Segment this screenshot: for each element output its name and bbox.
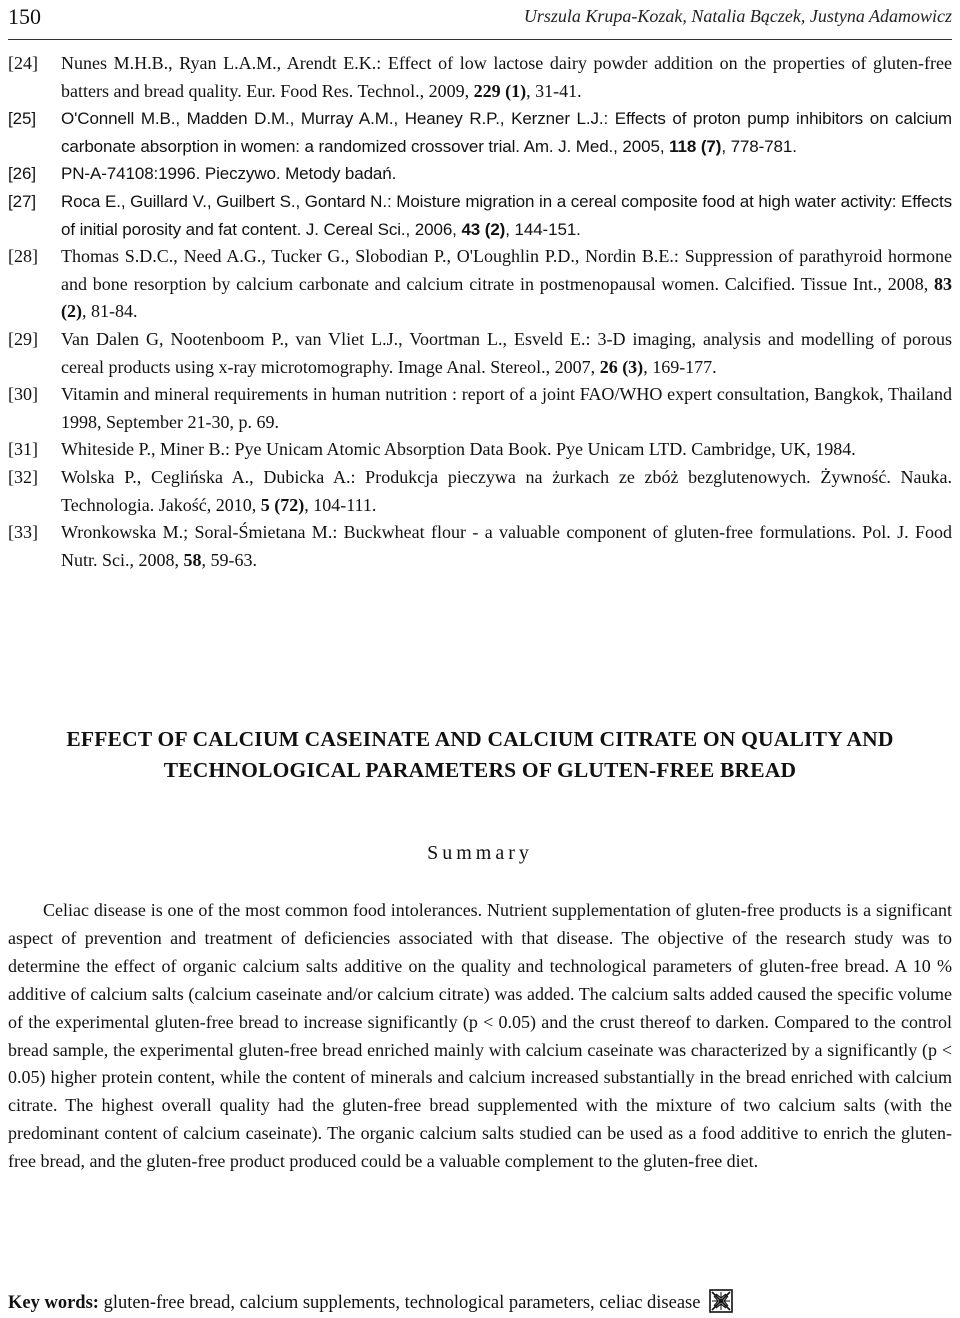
reference-text: , 104-111. [304,494,377,515]
reference-text: O'Connell M.B., Madden D.M., Murray A.M., Heaney R.P., Kerzner L.J.: Effects of proton pump inhibitors on calcium carbonate absorption in women: a randomized crossover trial. Am. J. Med., [61,109,952,156]
reference-volume: 229 (1) [473,80,527,101]
reference-number: [28] [8,246,38,267]
reference-number: [31] [8,439,38,460]
reference-text: Van Dalen G, Nootenboom P., van Vliet L.J., Voortman L., Esveld E.: 3-D imaging, analysis and modelling of porous cereal products using x-ray microtomography. Image Anal. Stereol., 2007, [61,328,952,377]
reference-item [8,436,952,464]
reference-text: Wolska P., Ceglińska A., Dubicka A.: Produkcja pieczywa na żurkach ze zbóż bezglutenowych. Żywność. Nauka. Technologia. Jakość, 2010, [61,466,952,515]
reference-number: [26] [8,164,36,184]
reference-item [8,243,952,326]
reference-text: Thomas S.D.C., Need A.G., Tucker G., Slobodian P., O'Loughlin P.D., Nordin B.E.: Suppression of parathyroid hormone and bone resorption by calcium carbonate and calcium citrate in postmenopausal women. Calcified. Tissue Int., 2008, [61,246,952,294]
reference-volume: 83 (2) [61,273,952,322]
reference-list [8,50,952,574]
reference-item [8,326,952,381]
summary-heading: Summary [427,842,533,864]
reference-item [8,160,952,188]
page-header [8,0,952,40]
reference-text: , 81-84. [82,301,138,322]
reference-item [8,188,952,243]
reference-text: Vitamin and mineral requirements in human nutrition : report of a joint FAO/WHO expert consultation, Bangkok, Thailand 1998, September 21-30, p. 69. [61,384,952,432]
reference-text: PN-A-74108:1996. Pieczywo. Metody badań. [61,164,397,184]
title-line-1: EFFECT OF CALCIUM CASEINATE AND CALCIUM CITRATE ON QUALITY AND [66,727,894,751]
reference-number: [24] [8,53,38,73]
reference-item [8,464,952,519]
reference-number: [30] [8,384,38,405]
reference-text: Whiteside P., Miner B.: Pye Unicam Atomic Absorption Data Book. Pye Unicam LTD. Cambridge, UK, 1984. [61,439,856,460]
reference-text: , 59-63. [201,549,258,570]
reference-volume: 26 (3) [599,356,644,377]
reference-item [8,381,952,436]
reference-item [8,105,952,160]
reference-number: [32] [8,466,38,487]
reference-number: [27] [8,191,36,211]
reference-text: 2005, [622,136,670,156]
reference-text: , 778-781. [721,136,797,156]
title-line-2: TECHNOLOGICAL PARAMETERS OF GLUTEN-FREE BREAD [163,758,797,782]
reference-text: , 169-177. [643,356,717,377]
reference-item [8,519,952,574]
decorative-end-mark-icon [709,1289,733,1313]
reference-text: Wronkowska M.; Soral-Śmietana M.: Buckwheat flour - a valuable component of gluten-free formulations. Pol. J. Food Nutr. Sci., 2008, [61,522,952,570]
keywords-text: gluten-free bread, calcium supplements, technological parameters, celiac disease [98,1293,701,1313]
reference-text: , 31-41. [526,80,582,101]
keywords-label: Key words: [8,1293,99,1313]
reference-number: [33] [8,522,38,543]
running-head-authors: Urszula Krupa-Kozak, Natalia Bączek, Justyna Adamowicz [523,6,952,26]
reference-volume: 118 (7) [669,136,722,156]
reference-text: Roca E., Guillard V., Guilbert S., Gontard N.: Moisture migration in a cereal composite food at high water activity: Effects of initial porosity and fat content. J. Cereal Sci., 2006, [61,191,952,239]
reference-volume: 5 (72) [260,494,305,515]
article-title [8,724,952,786]
reference-volume: 58 [183,549,202,570]
reference-item [8,50,952,105]
reference-number: [29] [8,328,38,349]
summary-paragraph: Celiac disease is one of the most common food intolerances. Nutrient supplementation of gluten-free products is a significant aspect of prevention and treatment of deficiencies associated with that disease. The objective of the research study was to determine the effect of organic calcium salts additive on the quality and technological parameters of gluten-free bread. A 10 % additive of calcium salts (calcium caseinate and/or calcium citrate) was added. The calcium salts added caused the specific volume of the experimental gluten-free bread to increase significantly (p < 0.05) and the crust thereof to darken. Compared to the control bread sample, the experimental gluten-free bread enriched mainly with calcium caseinate was characterized by a significantly (p < 0.05) higher protein content, while the content of minerals and calcium increased substantially in the bread enriched with calcium citrate. The highest overall quality had the gluten-free bread supplemented with the mixture of two calcium salts (with the predominant content of calcium caseinate). The organic calcium salts studied can be used as a food additive to enrich the gluten-free bread, and the gluten-free product produced could be a valuable complement to the gluten-free diet. [8,900,952,1172]
reference-volume: 43 (2) [461,219,506,239]
keywords-line [8,1289,952,1316]
header-rule [8,39,952,40]
page-number: 150 [8,4,41,29]
reference-text: , 144-151. [505,219,581,239]
reference-text: Nunes M.H.B., Ryan L.A.M., Arendt E.K.: Effect of low lactose dairy powder addition on the properties of gluten-free batters and bread quality. Eur. Food Res. Technol., 2009, [61,53,952,101]
reference-number: [25] [8,109,36,129]
